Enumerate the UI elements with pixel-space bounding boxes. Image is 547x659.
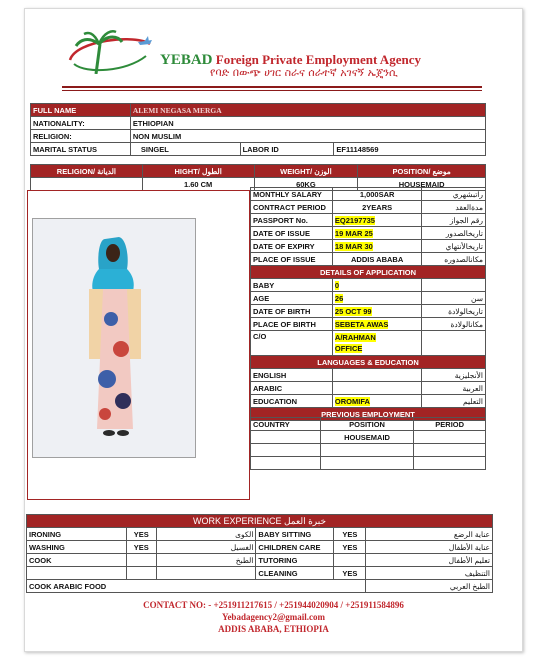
arabic-ar: العربية — [422, 382, 486, 395]
position-value: HOUSEMAID — [358, 178, 486, 191]
contact-numbers: CONTACT NO: - +251911217615 / +251944020904 / +251911584896 — [143, 600, 404, 610]
baby-ar — [422, 279, 486, 292]
arabic-food-ar: الطبخ العربي — [366, 580, 493, 593]
prev-empty — [414, 457, 486, 470]
contact-email: Yebadagency2@gmail.com — [221, 612, 326, 622]
prev-period — [414, 431, 486, 444]
cook-label: COOK — [27, 554, 127, 567]
contract-value-cell — [332, 240, 421, 253]
contract-label: CONTRACT PERIOD — [251, 201, 333, 214]
contract-label: DATE OF ISSUE — [251, 227, 333, 240]
tutoring-label: TUTORING — [256, 554, 334, 567]
baby-value-cell — [332, 279, 421, 292]
prev-country — [251, 431, 321, 444]
prev-empty — [414, 444, 486, 457]
personal-table — [30, 103, 486, 156]
contract-value: 2YEARS — [332, 201, 421, 214]
english-ar: الأنجليزية — [422, 369, 486, 382]
work-section-title: WORK EXPERIENCE خبرة العمل — [27, 515, 493, 528]
washing-ar: الغسيل — [156, 541, 256, 554]
agency-name: Foreign Private Employment Agency — [215, 52, 421, 67]
contract-label-ar: تاريخالصدور — [422, 227, 486, 240]
prev-empty — [320, 457, 414, 470]
nationality-label: NATIONALITY: — [31, 117, 131, 130]
contact-address: ADDIS ABABA, ETHIOPIA — [218, 624, 329, 634]
date-of-expiry: 18 MAR 30 — [334, 241, 373, 251]
ironing-label: IRONING — [27, 528, 127, 541]
baby-label: BABY — [251, 279, 333, 292]
languages-section-title: LANGUAGES & EDUCATION — [251, 356, 486, 369]
application-section-title: DETAILS OF APPLICATION — [251, 266, 486, 279]
period-header: PERIOD — [414, 418, 486, 431]
co-value-line2: OFFICE — [334, 344, 363, 353]
prev-position: HOUSEMAID — [320, 431, 414, 444]
dob-label: DATE OF BIRTH — [251, 305, 333, 318]
dob-ar: تاريخالولادة — [422, 305, 486, 318]
contract-label-ar: رقم الجواز — [422, 214, 486, 227]
contract-label: MONTHLY SALARY — [251, 188, 333, 201]
age-value: 26 — [334, 293, 344, 303]
contract-label-ar: راتبشهري — [422, 188, 486, 201]
dob-value-cell — [332, 305, 421, 318]
contract-value: ADDIS ABABA — [332, 253, 421, 266]
marital-value: SINGEL — [130, 143, 240, 156]
contract-label: DATE OF EXPIRY — [251, 240, 333, 253]
date-of-issue: 19 MAR 25 — [334, 228, 373, 238]
co-label: C/O — [251, 331, 333, 356]
full-name-label: FULL NAME — [31, 104, 131, 117]
pob-value: SEBETA AWAS — [334, 319, 389, 329]
education-value-cell — [332, 395, 421, 408]
cook-arabic-label: COOK ARABIC FOOD — [27, 580, 366, 593]
full-name-value: ALEMI NEGASA MERGA — [130, 104, 485, 117]
brand-name: YEBAD — [160, 52, 213, 68]
work-experience-table — [26, 514, 493, 593]
contract-label: PLACE OF ISSUE — [251, 253, 333, 266]
cook-ar: الطبخ — [156, 554, 256, 567]
religion-value: NON MUSLIM — [130, 130, 485, 143]
washing-value: YES — [126, 541, 156, 554]
dob-value: 25 OCT 99 — [334, 306, 372, 316]
weight-header: WEIGHT/ الوزن — [254, 165, 358, 178]
baby-value: 0 — [334, 280, 340, 290]
cook-value — [126, 554, 156, 567]
education-ar: التعليم — [422, 395, 486, 408]
education-label: EDUCATION — [251, 395, 333, 408]
co-value-cell — [332, 331, 421, 356]
contract-label: PASSPORT No. — [251, 214, 333, 227]
empty-cell — [126, 567, 156, 580]
children-care-label: CHILDREN CARE — [256, 541, 334, 554]
position-header: POSITION/ موضع — [358, 165, 486, 178]
header-rule — [62, 86, 482, 88]
cleaning-ar: التنظيف — [366, 567, 493, 580]
labor-id-label: LABOR ID — [240, 143, 334, 156]
empty-cell — [27, 567, 127, 580]
contract-table — [250, 187, 486, 421]
passport-number: EQ2197735 — [334, 215, 375, 225]
header-rule-thin — [62, 90, 482, 91]
co-value-line1: A/RAHMAN — [334, 333, 376, 342]
age-ar: سن — [422, 292, 486, 305]
pob-ar: مكانالولادة — [422, 318, 486, 331]
english-value — [332, 369, 421, 382]
washing-label: WASHING — [27, 541, 127, 554]
co-ar — [422, 331, 486, 356]
palm-tree-airplane-logo — [66, 30, 154, 74]
weight-value: 60KG — [254, 178, 358, 191]
arabic-label: ARABIC — [251, 382, 333, 395]
ironing-ar: الكوى — [156, 528, 256, 541]
contract-label-ar: مدةالعقد — [422, 201, 486, 214]
contract-value: 1,000SAR — [332, 188, 421, 201]
age-label: AGE — [251, 292, 333, 305]
contract-value-cell — [332, 227, 421, 240]
agency-name-amharic: የባድ በውጭ ሀገር ስራና ሰራተኛ አገናኝ ኤጄንሲ — [210, 66, 398, 79]
cleaning-label: CLEANING — [256, 567, 334, 580]
pob-value-cell — [332, 318, 421, 331]
prev-empty — [251, 457, 321, 470]
baby-sitting-ar: عناية الرضع — [366, 528, 493, 541]
english-label: ENGLISH — [251, 369, 333, 382]
previous-employment-table — [250, 417, 486, 470]
labor-id-value: EF11148569 — [334, 143, 486, 156]
religion-header: RELIGION/ الديانة — [31, 165, 143, 178]
prev-empty — [320, 444, 414, 457]
position-header: POSITION — [320, 418, 414, 431]
age-value-cell — [332, 292, 421, 305]
religion-cell — [31, 178, 143, 191]
baby-sitting-label: BABY SITTING — [256, 528, 334, 541]
previous-section-title: PREVIOUS EMPLOYMENT — [251, 408, 486, 421]
cleaning-value: YES — [334, 567, 366, 580]
children-care-value: YES — [334, 541, 366, 554]
religion-label: RELIGION: — [31, 130, 131, 143]
height-header: HIGHT/ الطول — [142, 165, 254, 178]
contract-label-ar: تاريخالأنتهاي — [422, 240, 486, 253]
country-header: COUNTRY — [251, 418, 321, 431]
ironing-value: YES — [126, 528, 156, 541]
arabic-value — [332, 382, 421, 395]
empty-cell — [156, 567, 256, 580]
baby-sitting-value: YES — [334, 528, 366, 541]
children-care-ar: عناية الأطفال — [366, 541, 493, 554]
tutoring-value — [334, 554, 366, 567]
nationality-value: ETHIOPIAN — [130, 117, 485, 130]
contract-label-ar: مكانالصدوره — [422, 253, 486, 266]
prev-empty — [251, 444, 321, 457]
tutoring-ar: تعليم الأطفال — [366, 554, 493, 567]
pob-label: PLACE OF BIRTH — [251, 318, 333, 331]
education-value: OROMIFA — [334, 396, 370, 406]
marital-label: MARITAL STATUS — [31, 143, 131, 156]
contract-value-cell — [332, 214, 421, 227]
height-value: 1.60 CM — [142, 178, 254, 191]
applicant-photo — [32, 218, 196, 458]
